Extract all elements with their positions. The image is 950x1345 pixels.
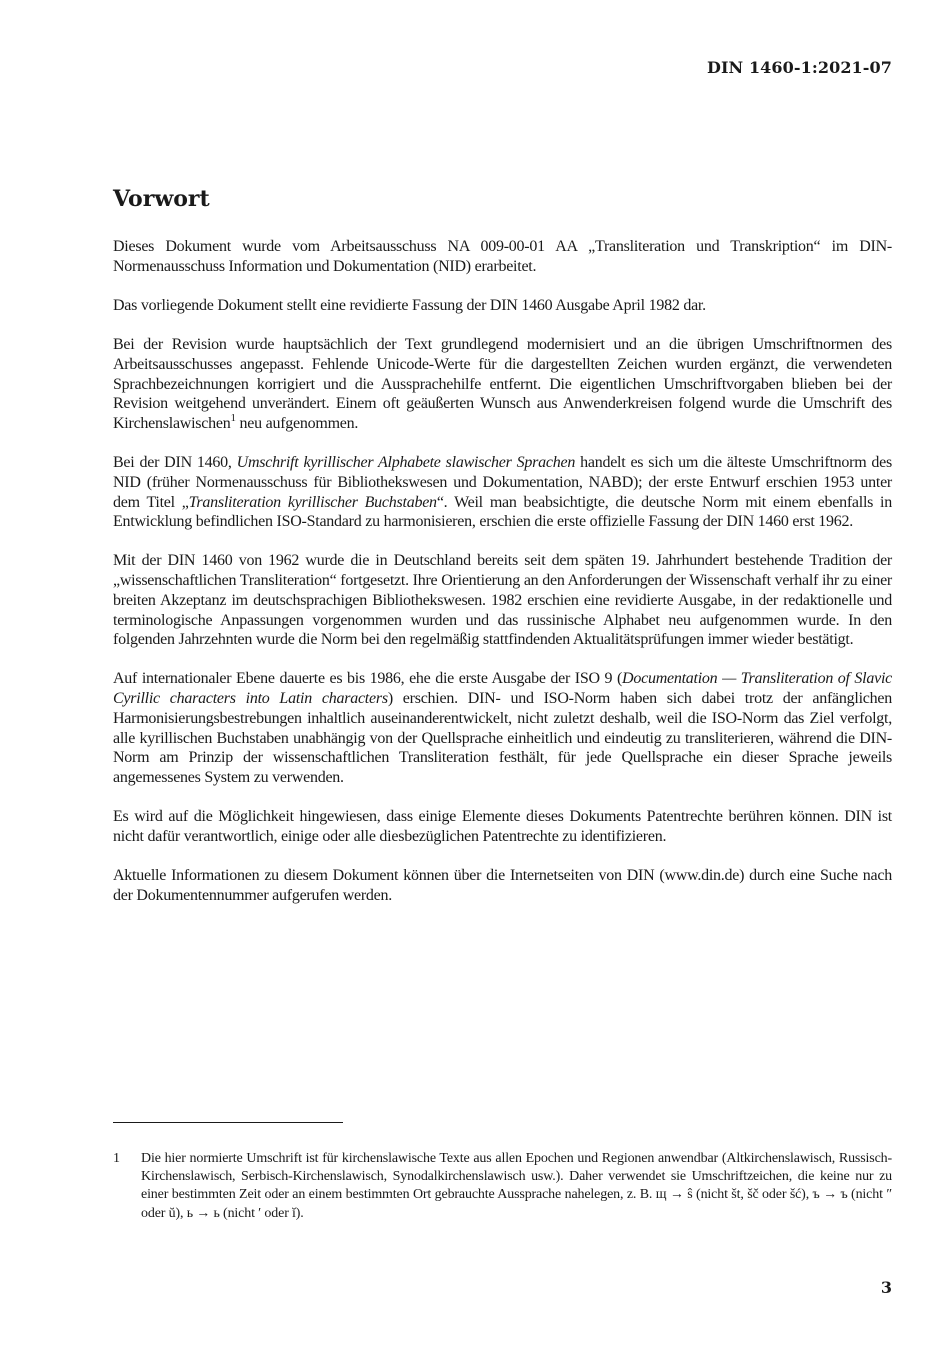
paragraph-1: Dieses Dokument wurde vom Arbeitsausschuss NA 009-00-01 AA „Transliteration und Transkription“ im DIN-Normenausschuss Information und Dokumentation (NID) erarbeitet. [113,238,892,275]
draft-title-italic: Transliteration kyrillischer Buchstaben [188,493,437,511]
footnote [113,1150,892,1223]
footnote-divider [113,1122,343,1123]
paragraph-2: Das vorliegende Dokument stellt eine revidierte Fassung der DIN 1460 Ausgabe April 1982 dar. [113,296,706,314]
paragraph-5: Mit der DIN 1460 von 1962 wurde die in Deutschland bereits seit dem späten 19. Jahrhundert bestehende Tradition der „wissenschaftlichen Transliteration“ fortgesetzt. Ihre Orientierung an den Anforderungen der Wissenschaft verhalf ihr zu einer breiten Akzeptanz im deutschsprachigen Bibliothekswesen. 1982 erschien eine revidierte Ausgabe, in der redaktionelle und terminologische Anpassungen vorgenommen wurden und das russinische Alphabet neu aufgenommen wurde. In den folgenden Jahrzehnten wurde die Norm bei den regelmäßig stattfindenden Aktualitätsprüfungen immer wieder bestätigt. [113,552,892,649]
paragraph-4-text-c: “. Weil man beabsichtigte, die deutsche Norm mit einem ebenfalls in Entwicklung befindlichen ISO-Standard zu harmonisieren, erschien die erste offizielle Fassung der DIN 1460 erst 1962. [113,493,892,531]
footnote-reference[interactable]: 1 [230,411,236,424]
paragraph-8: Aktuelle Informationen zu diesem Dokument können über die Internetseiten von DIN (www.din.de) durch eine Suche nach der Dokumentennummer aufgerufen werden. [113,867,892,904]
paragraph-7: Es wird auf die Möglichkeit hingewiesen, dass einige Elemente dieses Dokuments Patentrechte berühren können. DIN ist nicht dafür verantwortlich, einige oder alle diesbezüglichen Patentrechte zu identifizieren. [113,808,892,845]
section-title: Vorwort [113,186,210,212]
paragraph-3 [113,335,892,434]
paragraph-4 [113,453,892,532]
paragraph-3-text: Bei der Revision wurde hauptsächlich der Text grundlegend modernisiert und an die übrigen Umschriftnormen des Arbeitsausschusses angepasst. Fehlende Unicode-Werte für die dargestellten Zeichen wurden ergänzt, die verwendeten Sprachbezeichnungen korrigiert und die Aussprachehilfe entfernt. Die eigentlichen Umschriftvorgaben blieben bei der Revision weitgehend unverändert. Einem oft geäußerten Wunsch aus Anwenderkreisen folgend wurde die Umschrift des Kirchenslawischen [113,336,892,432]
footnote-number: 1 [113,1151,120,1166]
standard-title-italic: Umschrift kyrillischer Alphabete slawischer Sprachen [236,454,576,472]
paragraph-6-text-a: Auf internationaler Ebene dauerte es bis 1986, ehe die erste Ausgabe der ISO 9 ( [113,670,623,688]
paragraph-6 [113,669,892,787]
document-id-header: DIN 1460-1:2021-07 [706,58,892,77]
main-content [113,186,892,925]
page-number: 3 [880,1278,892,1297]
paragraph-6-text-b: ) erschien. DIN- und ISO-Norm haben sich dabei trotz der anfänglichen Harmonisierungsbestrebungen inhaltlich auseinanderentwickelt, nicht zuletzt deshalb, weil die ISO-Norm das Ziel verfolgt, alle kyrillischen Buchstaben unabhängig von der Quellsprache einheitlich und eindeutig zu transliterieren, während die DIN-Norm am Prinzip der wissenschaftlichen Transliteration festhält, für jede Quellsprache ein dieser Sprache jeweils angemessenes System zu verwenden. [113,690,892,786]
iso-title-italic: Documentation — Transliteration of Slavic Cyrillic characters into Latin characters [113,670,892,708]
paragraph-4-text-b: handelt es sich um die älteste Umschriftnorm des NID (früher Normenausschuss für Bibliothekswesen und Dokumentation, NABD); der erste Entwurf erschien 1953 unter dem Titel „ [113,454,893,511]
footnote-text: Die hier normierte Umschrift ist für kirchenslawische Texte aus allen Epochen und Regionen anwendbar (Altkirchenslawisch, Russisch-Kirchenslawisch, Serbisch-Kirchenslawisch, Synodalkirchenslawisch usw.). Daher verwendet sie Umschriftzeichen, die keine nur zu einer bestimmten Zeit oder an einem bestimmten Ort gebrauchte Aussprache nahelegen, z. B. щ → ŝ (nicht št, šč oder šć), ъ → ъ (nicht ″ oder ŭ), ь → ь (nicht ′ oder ĭ). [141,1151,892,1221]
paragraph-4-text-a: Bei der DIN 1460, [113,454,237,472]
paragraph-3-text-end: neu aufgenommen. [235,414,359,432]
